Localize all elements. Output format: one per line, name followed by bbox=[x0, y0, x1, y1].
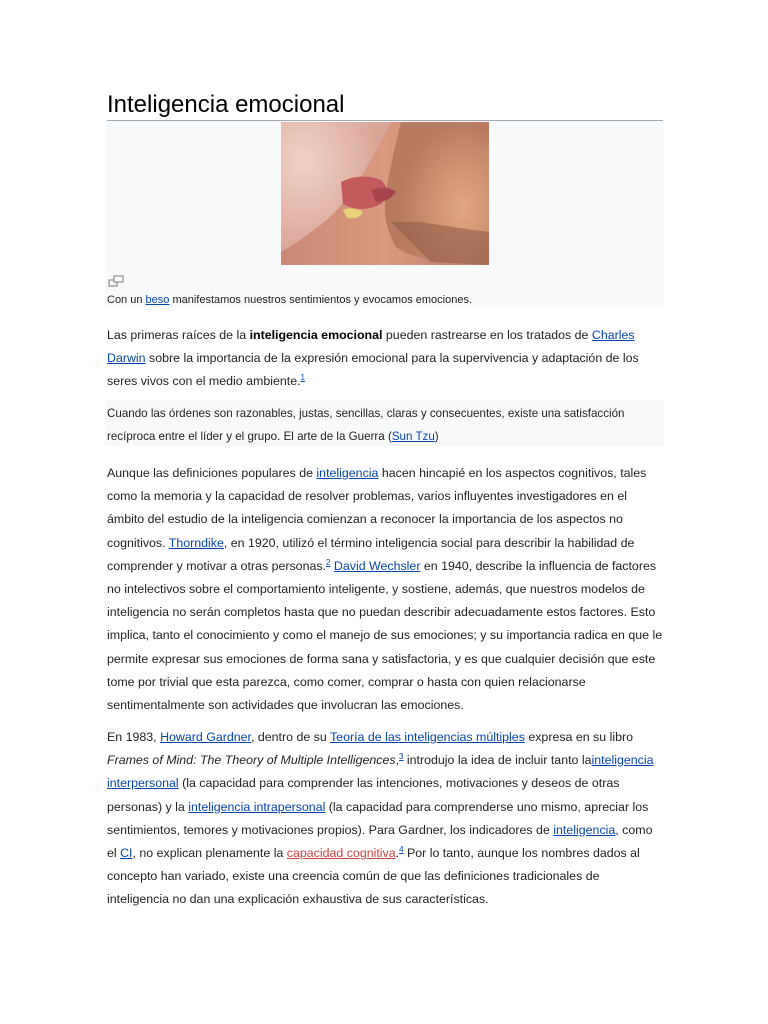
link-david-wechsler[interactable]: David Wechsler bbox=[333, 558, 421, 573]
text: expresa en su libro bbox=[524, 730, 634, 744]
link-thorndike[interactable]: Thorndike bbox=[168, 535, 224, 550]
reference-1[interactable]: 1 bbox=[300, 373, 305, 383]
link-howard-gardner[interactable]: Howard Gardner bbox=[160, 730, 251, 744]
text: pueden rastrearse en los tratados de bbox=[382, 328, 592, 342]
text: ) bbox=[434, 430, 439, 444]
caption-text: Con un bbox=[107, 294, 146, 306]
book-title: Frames of Mind: The Theory of Multiple Intelligences bbox=[107, 753, 396, 768]
link-teoria-inteligencias-multiples[interactable]: Teoría de las inteligencias múltiples bbox=[329, 730, 525, 744]
reference-4[interactable]: 4 bbox=[399, 844, 404, 854]
paragraph-3 bbox=[107, 726, 663, 912]
text: Cuando las órdenes son razonables, justas, sencillas, claras y consecuentes, existe una satisfacción recíproca entre el líder y el grupo. El arte de la Guerra ( bbox=[107, 407, 625, 444]
link-inteligencia-2[interactable]: inteligencia bbox=[553, 822, 616, 837]
enlarge-icon[interactable] bbox=[108, 274, 124, 286]
text: hacen hincapié en los aspectos cognitivos, tales como la memoria y la capacidad de resolver problemas, varios influyentes investigadores en el ámbito del estudio de la inteligencia comienzan a reconocer la importancia de los aspectos no cognitivos. bbox=[107, 466, 647, 550]
quote-text bbox=[107, 402, 663, 448]
link-ci[interactable]: CI bbox=[120, 846, 133, 861]
text: (la capacidad para comprender las intenciones, motivaciones y deseos de otras personas) y la bbox=[107, 776, 620, 814]
text: , en 1920, utilizó el término inteligencia social para describir la habilidad de comprender y motivar a otras personas. bbox=[107, 535, 635, 573]
link-charles-darwin[interactable]: Charles Darwin bbox=[107, 328, 635, 366]
text: , como el bbox=[107, 822, 653, 861]
text: . bbox=[395, 846, 400, 861]
link-inteligencia-interpersonal[interactable]: inteligencia interpersonal bbox=[107, 753, 654, 791]
text: (la capacidad para comprenderse uno mismo, apreciar los sentimientos, temores y motivaciones propios). Para Gardner, los indicadores de bbox=[107, 799, 649, 837]
kiss-photo-image bbox=[281, 122, 489, 265]
paragraph-1 bbox=[107, 324, 663, 394]
reference-3[interactable]: 3 bbox=[399, 752, 404, 762]
caption-text-2: manifestamos nuestros sentimientos y evocamos emociones. bbox=[169, 294, 473, 306]
page-title: Inteligencia emocional bbox=[107, 90, 663, 121]
text: Las primeras raíces de la bbox=[107, 328, 250, 342]
link-sun-tzu[interactable]: Sun Tzu bbox=[391, 430, 435, 444]
text: sobre la importancia de la expresión emocional para la supervivencia y adaptación de los seres vivos con el medio ambiente. bbox=[107, 351, 639, 389]
text: en 1940, describe la influencia de factores no intelectivos sobre el comportamiento inteligente, y sostiene, además, que nuestros modelos de inteligencia no serán completos hasta que no puedan describir adecuadamente estos factores. Esto implica, tanto el conocimiento y como el manejo de sus emociones; y su importancia radica en que le permite expresar sus emociones de forma sana y satisfactoria, y es que cualquier decisión que este tome por trivial que esta parezca, como comer, comprar o hasta con quien relacionarse sentimentalmente son actividades que involucran las emociones. bbox=[107, 558, 663, 713]
link-inteligencia-intrapersonal[interactable]: inteligencia intrapersonal bbox=[188, 799, 326, 814]
bold-term: inteligencia emocional bbox=[249, 328, 383, 342]
text: En 1983, bbox=[107, 730, 161, 744]
link-capacidad-cognitiva[interactable]: capacidad cognitiva bbox=[286, 846, 396, 861]
figure-caption bbox=[107, 293, 472, 307]
kiss-photo[interactable] bbox=[281, 122, 489, 265]
reference-2[interactable]: 2 bbox=[326, 557, 331, 567]
text: Por lo tanto, aunque los nombres dados al concepto han variado, existe una creencia común de que las definiciones tradicionales de inteligencia no dan una explicación exhaustiva de sus características. bbox=[107, 846, 640, 907]
paragraph-2 bbox=[107, 462, 663, 717]
text: , no explican plenamente la bbox=[132, 846, 287, 861]
text: , bbox=[395, 753, 400, 768]
text: , dentro de su bbox=[250, 730, 330, 744]
text: Aunque las definiciones populares de bbox=[107, 466, 317, 480]
text: introdujo la idea de incluir tanto la bbox=[403, 753, 592, 768]
link-inteligencia[interactable]: inteligencia bbox=[316, 466, 379, 480]
link-beso[interactable]: beso bbox=[145, 294, 170, 306]
